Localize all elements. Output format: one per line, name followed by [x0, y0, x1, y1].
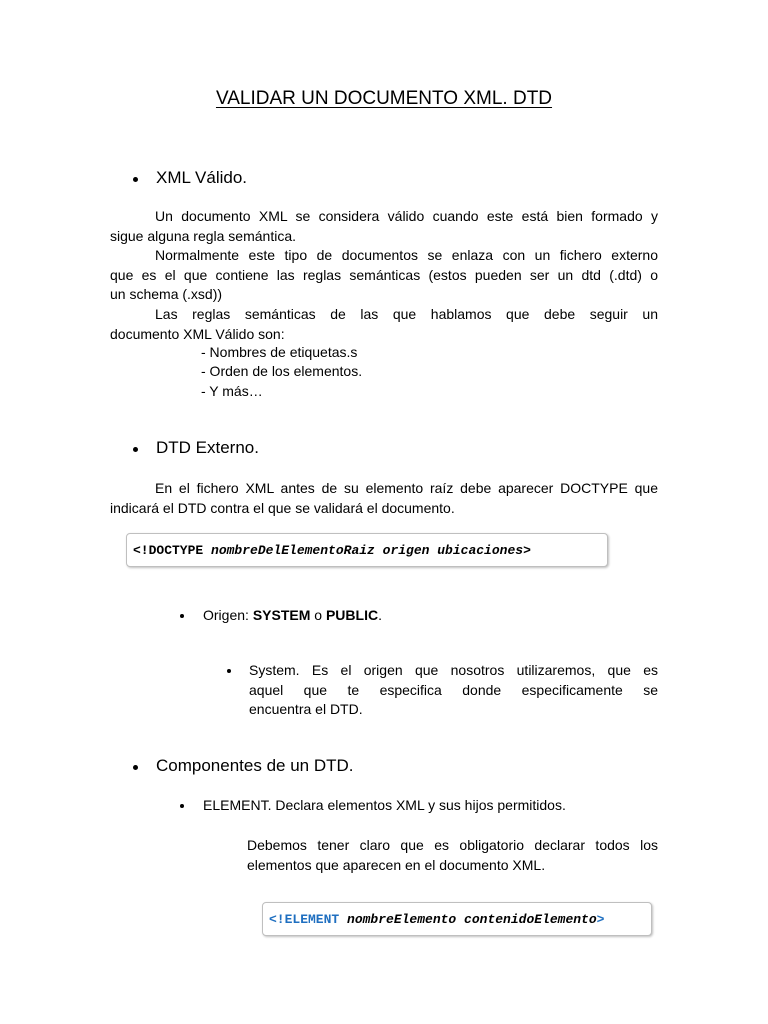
element-item-text: ELEMENT. Declara elementos XML y sus hijos permitidos.: [203, 797, 566, 813]
section-heading-text: XML Válido.: [156, 168, 248, 187]
section-heading-componentes: [156, 756, 354, 776]
text-line: aquel que te especifica donde especificamente se: [249, 681, 658, 698]
element-item: [203, 797, 566, 813]
section-heading-dtd-externo: [156, 438, 259, 458]
page-title: VALIDAR UN DOCUMENTO XML. DTD: [215, 88, 553, 109]
origen-label: Origen:: [203, 607, 253, 623]
code-keyword: <!DOCTYPE: [133, 542, 212, 558]
text-line: documento XML Válido son:: [110, 325, 285, 342]
paragraph-element-obligatorio: [247, 836, 658, 875]
text-line: En el fichero XML antes de su elemento raíz debe aparecer DOCTYPE que: [155, 480, 658, 496]
section-heading-text: Componentes de un DTD.: [156, 756, 354, 775]
text-line: Debemos tener claro que es obligatorio declarar todos los: [247, 837, 658, 853]
section-heading-xml-valido: [156, 168, 247, 188]
origen-or: o: [310, 607, 326, 623]
bullet-icon: [227, 669, 231, 673]
bullet-icon: [133, 765, 138, 770]
origen-end: .: [378, 607, 382, 623]
paragraph-valid-definition: [110, 207, 658, 344]
system-description: [249, 661, 658, 720]
text-line: System. Es el origen que nosotros utilizaremos, que es: [249, 662, 658, 678]
text-line: elementos que aparecen en el documento XML.: [247, 856, 546, 873]
text-line: un schema (.xsd)): [110, 286, 223, 303]
code-close: >: [596, 911, 605, 927]
bullet-icon: [133, 447, 138, 452]
bullet-icon: [133, 177, 138, 182]
text-line: encuentra el DTD.: [249, 701, 363, 718]
origen-system: SYSTEM: [252, 607, 311, 623]
element-code-box: [262, 902, 652, 936]
list-item: - Nombres de etiquetas.s: [201, 344, 358, 360]
paragraph-doctype: [110, 479, 658, 518]
text-line: indicará el DTD contra el que se validará el documento.: [110, 499, 455, 516]
bullet-icon: [180, 804, 184, 808]
section-heading-text: DTD Externo.: [156, 438, 259, 457]
list-item: - Y más…: [201, 383, 263, 399]
text-line: Las reglas semánticas de las que hablamos que debe seguir un: [155, 305, 658, 322]
code-params: nombreDelElementoRaiz origen ubicaciones: [211, 542, 524, 558]
origen-item: [203, 607, 382, 623]
code-close: >: [523, 542, 531, 558]
bullet-icon: [180, 614, 184, 618]
text-line: Un documento XML se considera válido cuando este está bien formado y: [155, 208, 658, 224]
list-item: - Orden de los elementos.: [201, 363, 363, 379]
origen-public: PUBLIC: [325, 607, 379, 623]
text-line: sigue alguna regla semántica.: [110, 227, 297, 244]
text-line: Normalmente este tipo de documentos se enlaza con un fichero externo: [155, 247, 658, 264]
code-keyword: <!ELEMENT: [269, 911, 348, 927]
code-params: nombreElemento contenidoElemento: [347, 911, 597, 927]
doctype-code-box: [126, 533, 608, 567]
text-line: que es el que contiene las reglas semánticas (estos pueden ser un dtd (.dtd) o: [110, 266, 658, 283]
